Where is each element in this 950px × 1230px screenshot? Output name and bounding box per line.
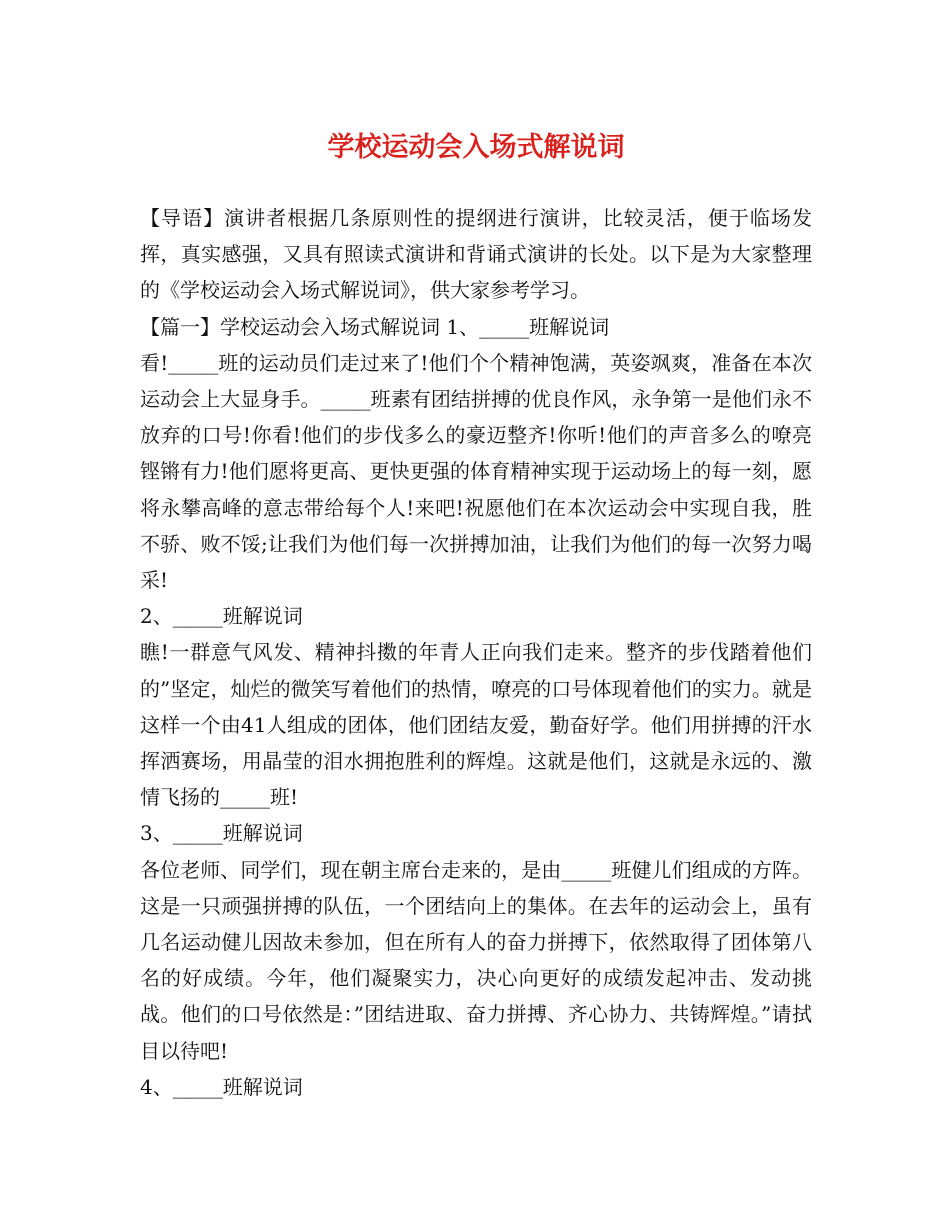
paragraph-1: 看!_____班的运动员们走过来了!他们个个精神饱满，英姿飒爽，准备在本次运动会上大显身手。_____班素有团结拼搏的优良作风，永争第一是他们永不放弃的口号!你看!他们的步伐多么的豪迈整齐!你听!他们的声音多么的嘹亮铿锵有力!他们愿将更高、更快更强的体育精神实现于运动场上的每一刻，愿将永攀高峰的意志带给每个人!来吧!祝愿他们在本次运动会中实现自我，胜不骄、败不馁;让我们为他们每一次拼搏加油，让我们为他们的每一次努力喝采! xyxy=(140,350,812,593)
paragraph-3: 各位老师、同学们，现在朝主席台走来的，是由_____班健儿们组成的方阵。这是一只顽强拼搏的队伍，一个团结向上的集体。在去年的运动会上，虽有几名运动健儿因故未参加，但在所有人的奋力拼搏下，依然取得了团体第八名的好成绩。今年，他们凝聚实力，决心向更好的成绩发起冲击、发动挑战。他们的口号依然是：”团结进取、奋力拼搏、齐心协力、共铸辉煌。”请拭目以待吧! xyxy=(140,857,812,1063)
section-heading-3: 3、_____班解说词 xyxy=(140,821,303,846)
intro-paragraph: 【导语】演讲者根据几条原则性的提纲进行演讲，比较灵活，便于临场发挥，真实感强，又具有照读式演讲和背诵式演讲的长处。以下是为大家整理的《学校运动会入场式解说词》，供大家参考学习。 xyxy=(140,206,812,303)
paragraph-2: 瞧!一群意气风发、精神抖擞的年青人正向我们走来。整齐的步伐踏着他们的”坚定，灿烂的微笑写着他们的热情，嘹亮的口号体现着他们的实力。就是这样一个由41人组成的团体，他们团结友爱，勤奋好学。他们用拼搏的汗水挥洒赛场，用晶莹的泪水拥抱胜利的辉煌。这就是他们，这就是永远的、激情飞扬的_____班! xyxy=(140,640,812,810)
document-title: 学校运动会入场式解说词 xyxy=(327,132,625,163)
section-heading-2: 2、_____班解说词 xyxy=(140,604,303,629)
document-body xyxy=(140,200,812,1105)
part1-heading: 【篇一】学校运动会入场式解说词 1、_____班解说词 xyxy=(140,314,610,339)
section-heading-4: 4、_____班解说词 xyxy=(140,1074,303,1099)
